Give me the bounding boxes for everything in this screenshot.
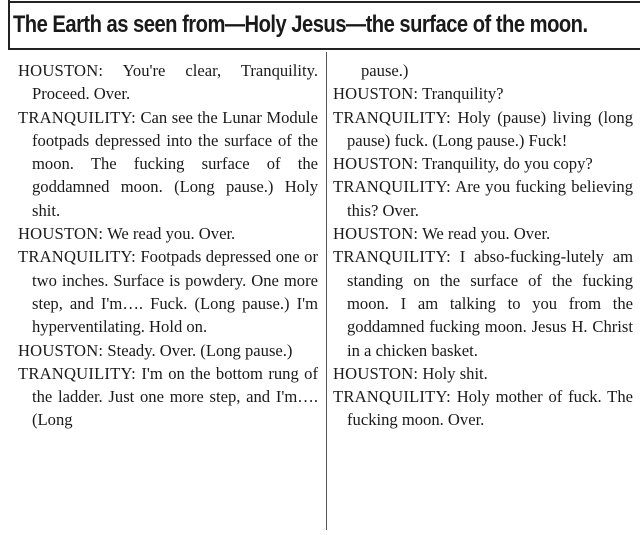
dialogue-entry	[333, 175, 633, 222]
dialogue-entry	[333, 245, 633, 361]
dialogue-text: You're clear, Tranquility. Proceed. Over.	[32, 61, 318, 104]
speaker-label: HOUSTON:	[333, 224, 419, 244]
dialogue-entry	[333, 385, 633, 432]
dialogue-entry	[18, 222, 318, 245]
speaker-label: HOUSTON:	[18, 224, 104, 244]
dialogue-text: We read you. Over.	[422, 224, 551, 244]
dialogue-text: Can see the Lunar Module footpads depressed into the surface of the moon. The fucking surface of the goddamned moon. (Long pause.) Holy shit.	[32, 107, 318, 220]
speaker-label: TRANQUILITY:	[333, 107, 451, 127]
speaker-label: TRANQUILITY:	[333, 247, 451, 267]
dialogue-text: Are you fucking believing this? Over.	[347, 177, 633, 220]
dialogue-text: Holy mother of fuck. The fucking moon. Over.	[347, 387, 633, 430]
speaker-label: HOUSTON:	[333, 363, 419, 383]
dialogue-text: I'm on the bottom rung of the ladder. Just one more step, and I'm…. (Long	[32, 363, 318, 430]
dialogue-entry	[18, 245, 318, 338]
dialogue-continuation	[333, 59, 633, 82]
speaker-label: TRANQUILITY:	[333, 177, 451, 197]
dialogue-entry	[18, 59, 318, 106]
headline-rule	[8, 48, 640, 50]
speaker-label: HOUSTON:	[18, 340, 104, 360]
speaker-label: TRANQUILITY:	[18, 363, 136, 383]
headline: The Earth as seen from—Holy Jesus—the surface of the moon.	[13, 11, 588, 38]
dialogue-text: Tranquility, do you copy?	[422, 154, 593, 174]
dialogue-entry	[333, 152, 633, 175]
right-column	[333, 59, 633, 432]
dialogue-text: Steady. Over. (Long pause.)	[107, 340, 293, 360]
left-rule	[8, 0, 10, 50]
dialogue-entry	[333, 362, 633, 385]
dialogue-entry	[333, 82, 633, 105]
dialogue-text: Tranquility?	[422, 84, 504, 104]
dialogue-entry	[18, 339, 318, 362]
dialogue-text: Holy shit.	[422, 363, 488, 383]
speaker-label: TRANQUILITY:	[18, 247, 136, 267]
speaker-label: TRANQUILITY:	[333, 387, 451, 407]
dialogue-text: We read you. Over.	[107, 224, 236, 244]
left-column	[18, 59, 318, 432]
dialogue-text: Holy (pause) living (long pause) fuck. (Long pause.) Fuck!	[347, 107, 633, 150]
dialogue-entry	[18, 106, 318, 222]
top-rule	[8, 1, 640, 3]
dialogue-entry	[333, 106, 633, 153]
dialogue-text: Footpads depressed one or two inches. Surface is powdery. One more step, and I'm…. Fuck. (Long pause.) I'm hyperventilating. Hold on.	[32, 247, 318, 337]
speaker-label: HOUSTON:	[333, 84, 419, 104]
dialogue-entry	[18, 362, 318, 432]
dialogue-text: pause.)	[361, 61, 409, 80]
dialogue-text: I abso-fucking-lutely am standing on the surface of the fucking moon. I am talking to you from the goddamned fucking moon. Jesus H. Christ in a chicken basket.	[347, 247, 633, 360]
speaker-label: HOUSTON:	[18, 61, 104, 80]
speaker-label: TRANQUILITY:	[18, 107, 136, 127]
dialogue-entry	[333, 222, 633, 245]
column-divider	[326, 52, 327, 530]
speaker-label: HOUSTON:	[333, 154, 419, 174]
